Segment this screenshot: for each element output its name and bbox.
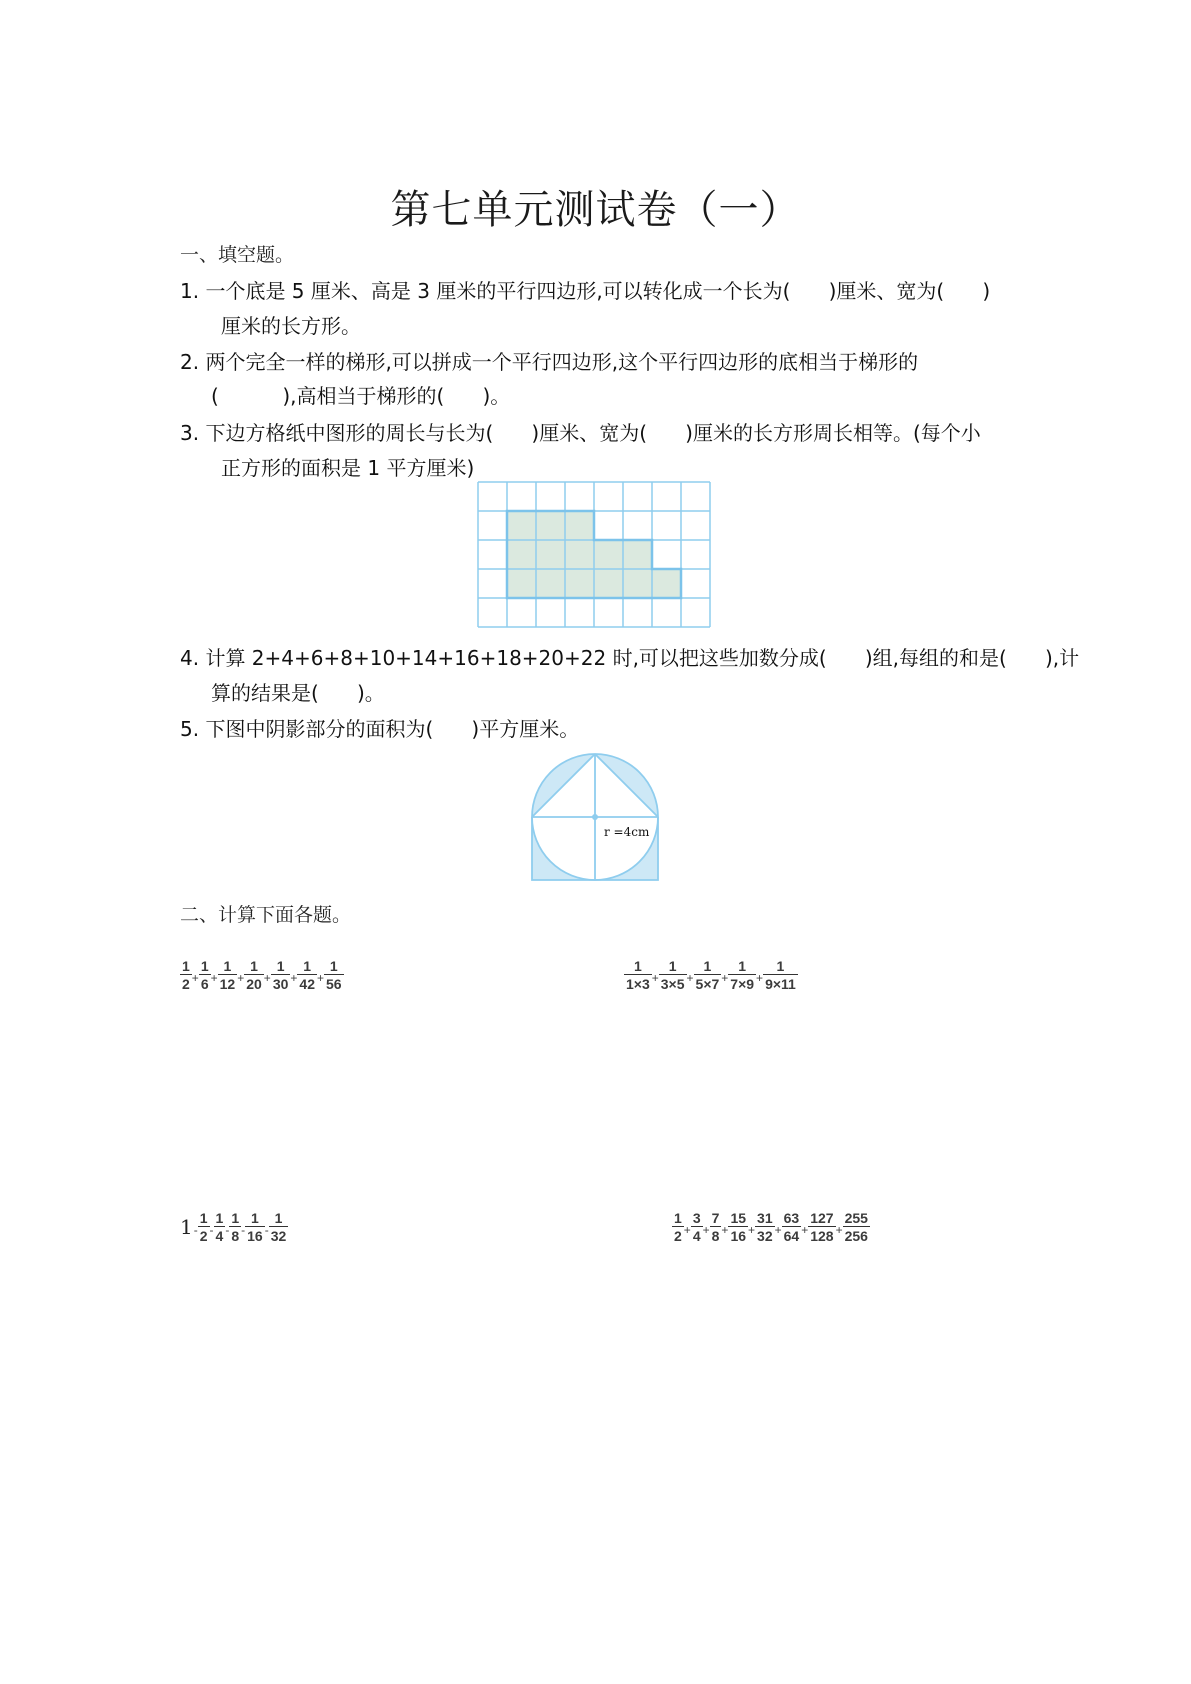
operator: +	[191, 971, 199, 985]
fraction	[782, 1210, 802, 1244]
numerator: 255	[844, 1210, 868, 1226]
fraction	[710, 1210, 722, 1244]
operator: +	[686, 971, 694, 985]
fraction	[728, 958, 756, 992]
question-5-line-1: 5. 下图中阴影部分的面积为( )平方厘米。	[180, 717, 580, 741]
operator: -	[193, 1223, 198, 1237]
question-3-line-1: 3. 下边方格纸中图形的周长与长为( )厘米、宽为( )厘米的长方形周长相等。(每个小	[180, 421, 981, 445]
numerator: 1	[633, 958, 642, 974]
problem-1	[180, 958, 344, 992]
section-2-heading: 二、计算下面各题。	[180, 904, 352, 926]
numerator: 1	[674, 1210, 682, 1226]
numerator: 31	[757, 1210, 773, 1226]
denominator: 64	[783, 1228, 800, 1244]
denominator: 8	[711, 1228, 720, 1244]
denominator: 56	[326, 976, 342, 992]
fraction	[659, 958, 687, 992]
fraction	[808, 1210, 835, 1244]
denominator: 12	[219, 976, 236, 992]
fraction	[324, 958, 344, 992]
operator: +	[756, 971, 764, 985]
fraction	[691, 1210, 703, 1244]
numerator: 7	[711, 1210, 720, 1226]
numerator: 1	[182, 958, 190, 974]
numerator: 3	[692, 1210, 701, 1226]
numerator: 1	[668, 958, 677, 974]
denominator: 2	[199, 1228, 208, 1244]
numerator: 1	[703, 958, 712, 974]
operator: -	[209, 1223, 214, 1237]
fraction	[218, 958, 238, 992]
problem-3	[180, 1210, 288, 1244]
fraction	[271, 958, 291, 992]
numerator: 1	[223, 958, 232, 974]
denominator: 30	[272, 976, 289, 992]
numerator: 1	[251, 1210, 259, 1226]
leading-number: 1	[180, 1215, 193, 1239]
fraction	[180, 958, 192, 992]
numerator: 1	[231, 1210, 240, 1226]
denominator: 2	[182, 976, 190, 992]
numerator: 15	[730, 1210, 747, 1226]
fraction	[244, 958, 264, 992]
grid-figure	[476, 480, 716, 632]
denominator: 32	[757, 1228, 773, 1244]
fraction	[755, 1210, 775, 1244]
fraction	[229, 1210, 241, 1244]
fraction	[624, 958, 652, 992]
denominator: 7×9	[730, 976, 755, 992]
fraction	[694, 958, 722, 992]
numerator: 1	[274, 1210, 283, 1226]
fraction	[843, 1210, 870, 1244]
denominator: 32	[270, 1228, 287, 1244]
operator: +	[651, 971, 659, 985]
operator: +	[683, 1223, 691, 1237]
fraction	[672, 1210, 684, 1244]
operator: +	[748, 1223, 756, 1237]
denominator: 42	[299, 976, 315, 992]
fraction	[269, 1210, 289, 1244]
operator: +	[316, 971, 324, 985]
denominator: 4	[215, 1228, 224, 1244]
denominator: 128	[810, 1228, 834, 1244]
numerator: 1	[250, 958, 258, 974]
denominator: 4	[692, 1228, 701, 1244]
question-3-line-2: 正方形的面积是 1 平方厘米)	[221, 456, 475, 480]
numerator: 1	[776, 958, 785, 974]
fraction	[297, 958, 317, 992]
operator: +	[263, 971, 271, 985]
denominator: 1×3	[626, 976, 650, 992]
operator: -	[264, 1223, 269, 1237]
question-2-line-1: 2. 两个完全一样的梯形,可以拼成一个平行四边形,这个平行四边形的底相当于梯形的	[180, 350, 919, 374]
operator: +	[210, 971, 218, 985]
operator: +	[290, 971, 298, 985]
operator: -	[241, 1223, 246, 1237]
fraction	[728, 1210, 748, 1244]
numerator: 127	[810, 1210, 834, 1226]
denominator: 16	[730, 1228, 747, 1244]
denominator: 20	[246, 976, 262, 992]
problem-4	[672, 1210, 870, 1244]
denominator: 9×11	[765, 976, 796, 992]
numerator: 1	[738, 958, 747, 974]
denominator: 16	[247, 1228, 263, 1244]
denominator: 5×7	[695, 976, 720, 992]
numerator: 1	[200, 958, 209, 974]
question-4-line-2: 算的结果是( )。	[211, 681, 385, 705]
operator: +	[801, 1223, 809, 1237]
denominator: 2	[674, 1228, 682, 1244]
denominator: 6	[200, 976, 209, 992]
denominator: 3×5	[660, 976, 685, 992]
operator: +	[721, 1223, 729, 1237]
denominator: 8	[231, 1228, 240, 1244]
question-4-line-1: 4. 计算 2+4+6+8+10+14+16+18+20+22 时,可以把这些加数分成( )组,每组的和是( ),计	[180, 646, 1080, 670]
question-1-line-2: 厘米的长方形。	[221, 314, 361, 338]
question-2-line-2: ( ),高相当于梯形的( )。	[211, 384, 511, 408]
numerator: 1	[329, 958, 338, 974]
numerator: 1	[303, 958, 312, 974]
section-1-heading: 一、填空题。	[180, 244, 295, 266]
denominator: 256	[844, 1228, 868, 1244]
operator: +	[835, 1223, 843, 1237]
fraction	[198, 1210, 210, 1244]
radius-label: r =4cm	[604, 825, 650, 839]
operator: +	[702, 1223, 710, 1237]
fraction	[214, 1210, 226, 1244]
numerator: 63	[783, 1210, 800, 1226]
operator: +	[774, 1223, 782, 1237]
problem-2	[624, 958, 798, 992]
numerator: 1	[276, 958, 285, 974]
operator: +	[237, 971, 245, 985]
fraction	[763, 958, 798, 992]
fraction	[199, 958, 211, 992]
numerator: 1	[199, 1210, 208, 1226]
center-dot	[592, 814, 598, 820]
operator: -	[225, 1223, 230, 1237]
page-title: 第七单元测试卷（一）	[390, 187, 801, 233]
question-1-line-1: 1. 一个底是 5 厘米、高是 3 厘米的平行四边形,可以转化成一个长为( )厘米、宽为( )	[180, 279, 991, 303]
circle-figure	[526, 748, 666, 888]
numerator: 1	[215, 1210, 224, 1226]
operator: +	[721, 971, 729, 985]
fraction	[245, 1210, 265, 1244]
